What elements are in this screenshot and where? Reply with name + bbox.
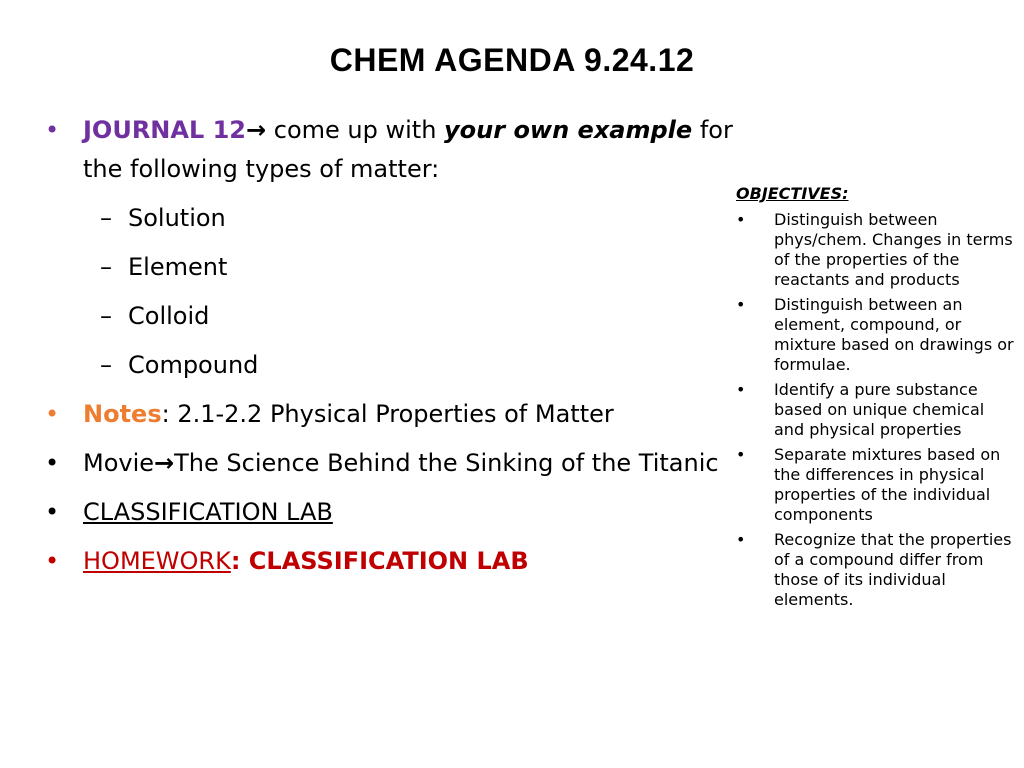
objective-item <box>736 295 1014 375</box>
journal-text-1: come up with <box>266 116 445 144</box>
right-arrow-icon: → <box>246 116 267 144</box>
objective-text: Separate mixtures based on the differences in physical properties of the individual components <box>774 445 1001 524</box>
dash-icon: – <box>100 302 112 330</box>
movie-label: Movie <box>83 449 155 477</box>
objective-text: Distinguish between an element, compound, or mixture based on drawings or formulae. <box>774 295 1014 374</box>
objective-item <box>736 445 1014 525</box>
homework-label: HOMEWORK <box>83 547 231 575</box>
bullet-icon: • <box>736 530 746 549</box>
objective-text: Recognize that the properties of a compound differ from those of its individual elements. <box>774 530 1012 609</box>
dash-icon: – <box>100 351 112 379</box>
bullet-icon: • <box>736 380 746 399</box>
agenda-list <box>45 111 735 591</box>
objectives-heading: OBJECTIVES: <box>736 184 849 203</box>
objective-text: Distinguish between phys/chem. Changes in terms of the properties of the reactants and products <box>774 210 1013 289</box>
objective-item <box>736 380 1014 440</box>
matter-type-label: Solution <box>128 204 226 232</box>
matter-type-item <box>45 297 735 336</box>
bullet-icon: • <box>45 400 60 428</box>
bullet-icon: • <box>45 547 60 575</box>
objective-item <box>736 530 1014 610</box>
bullet-icon: • <box>45 116 60 144</box>
agenda-item-lab <box>45 493 735 532</box>
matter-type-label: Colloid <box>128 302 210 330</box>
dash-icon: – <box>100 253 112 281</box>
notes-text: : 2.1-2.2 Physical Properties of Matter <box>161 400 614 428</box>
matter-type-item <box>45 248 735 287</box>
objectives-panel <box>736 184 1014 615</box>
bullet-icon: • <box>736 210 746 229</box>
matter-type-item <box>45 346 735 385</box>
dash-icon: – <box>100 204 112 232</box>
bullet-icon: • <box>45 498 60 526</box>
agenda-item-homework <box>45 542 735 581</box>
notes-label: Notes <box>83 400 162 428</box>
slide-title: CHEM AGENDA 9.24.12 <box>329 42 695 78</box>
agenda-item-movie <box>45 444 735 483</box>
agenda-item-notes <box>45 395 735 434</box>
homework-text: : CLASSIFICATION LAB <box>230 547 529 575</box>
objective-text: Identify a pure substance based on unique chemical and physical properties <box>774 380 985 439</box>
right-arrow-icon: → <box>154 449 175 477</box>
movie-title: The Science Behind the Sinking of the Titanic <box>174 449 719 477</box>
matter-type-item <box>45 199 735 238</box>
journal-label: JOURNAL 12 <box>83 116 247 144</box>
journal-emphasis: your own example <box>444 116 693 144</box>
matter-type-label: Compound <box>128 351 259 379</box>
bullet-icon: • <box>45 449 60 477</box>
bullet-icon: • <box>736 445 746 464</box>
matter-type-label: Element <box>128 253 228 281</box>
objective-item <box>736 210 1014 290</box>
bullet-icon: • <box>736 295 746 314</box>
lab-text: CLASSIFICATION LAB <box>83 498 333 526</box>
journal-text-2: for the following types of matter: <box>83 116 733 183</box>
agenda-item-journal <box>45 111 735 189</box>
